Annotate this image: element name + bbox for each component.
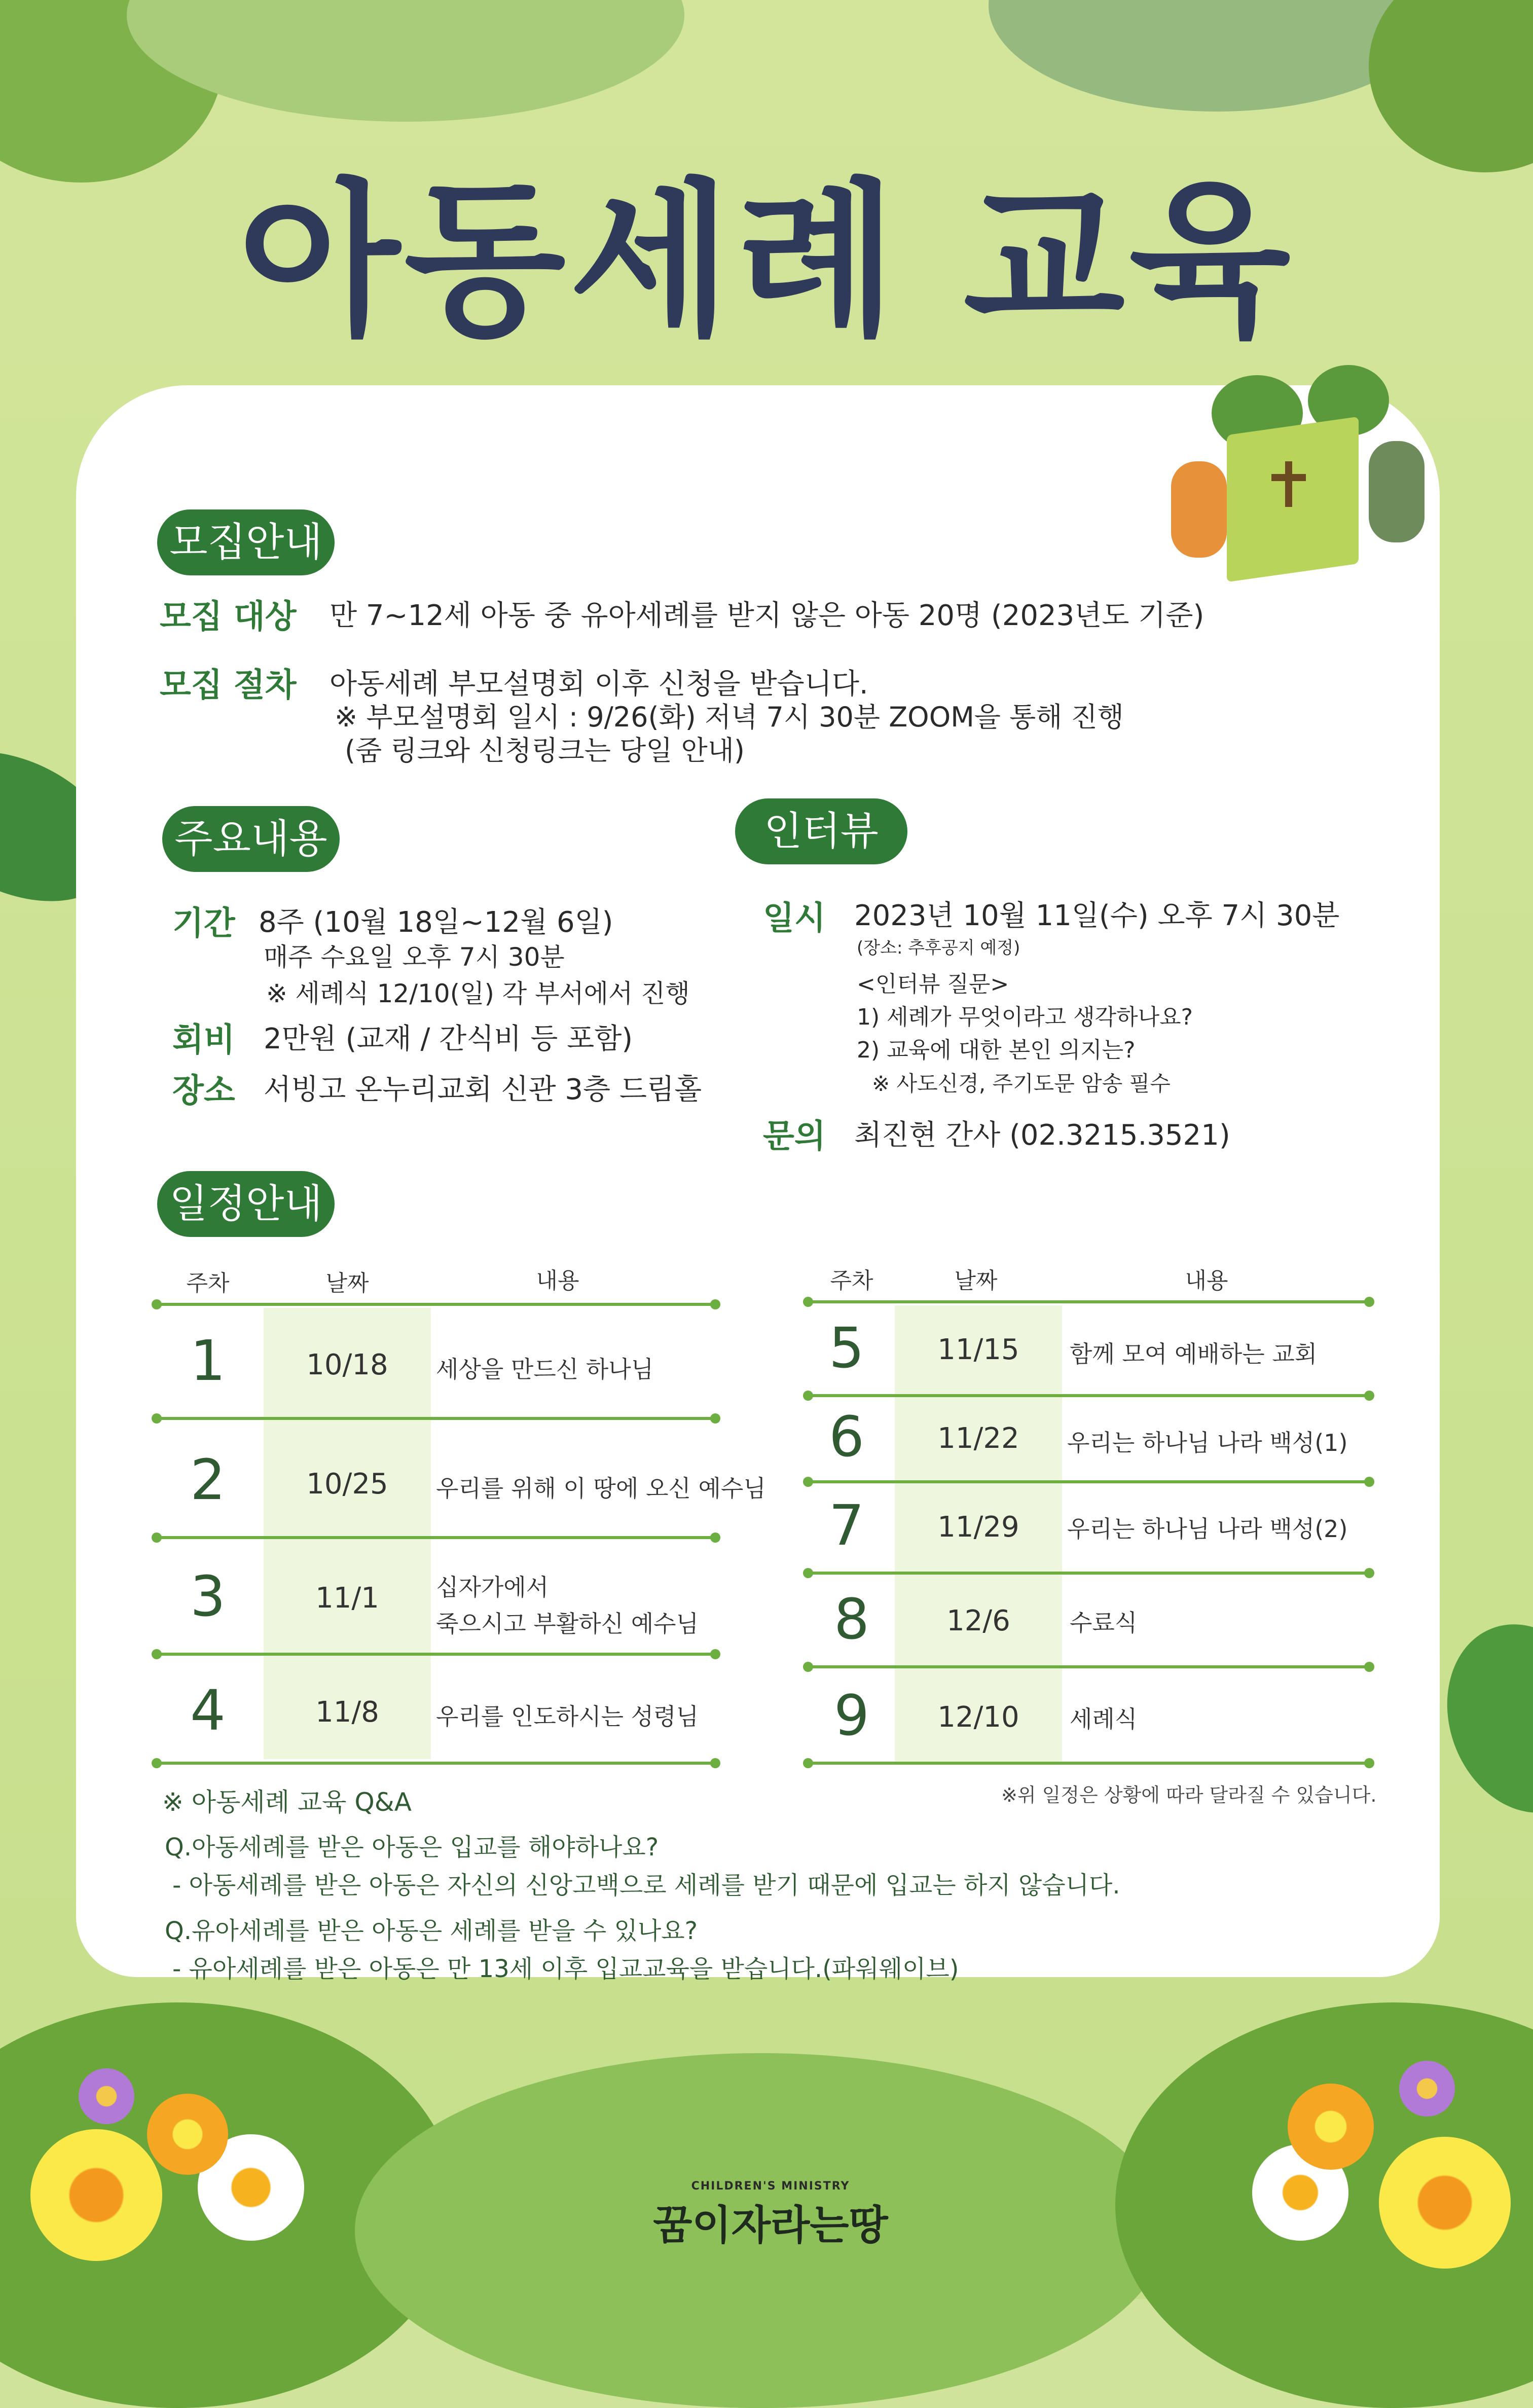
right-date-7: 11/29 — [937, 1511, 1019, 1544]
qa-answer-1: - 아동세례를 받은 아동은 자신의 신앙고백으로 세례를 받기 때문에 입교는 하지 않습니다. — [172, 1871, 1120, 1900]
fee-text: 2만원 (교재 / 간식비 등 포함) — [264, 1023, 633, 1055]
ministry-logo — [639, 2180, 902, 2261]
right-week-5: 5 — [829, 1316, 864, 1380]
period-line-3: ※ 세례식 12/10(일) 각 부서에서 진행 — [266, 979, 690, 1008]
place-text: 서빙고 온누리교회 신관 3층 드림홀 — [264, 1073, 702, 1106]
period-label: 기간 — [172, 905, 235, 942]
interview-questions-title: <인터뷰 질문> — [857, 971, 1009, 997]
left-header-content: 내용 — [536, 1268, 579, 1294]
right-date-6: 11/22 — [937, 1422, 1019, 1455]
fee-label: 회비 — [172, 1021, 235, 1059]
right-content-8: 수료식 — [1070, 1609, 1138, 1636]
section-main-pill: 주요내용 — [162, 806, 340, 872]
logo-small-text: CHILDREN'S MINISTRY — [691, 2180, 850, 2193]
right-week-6: 6 — [829, 1404, 864, 1469]
right-orange-flower-icon — [1288, 2084, 1374, 2170]
qa-title: ※ 아동세례 교육 Q&A — [162, 1787, 412, 1817]
right-purple-flower-icon — [1399, 2061, 1455, 2117]
right-content-9: 세례식 — [1070, 1705, 1138, 1733]
interview-place-note: (장소: 추후공지 예정) — [857, 938, 1020, 958]
left-content-4: 우리를 인도하시는 성령님 — [436, 1703, 699, 1730]
right-content-7: 우리는 하나님 나라 백성(2) — [1067, 1515, 1348, 1543]
right-date-9: 12/10 — [937, 1701, 1019, 1734]
left-week-2: 2 — [190, 1447, 226, 1512]
right-content-5: 함께 모여 예배하는 교회 — [1070, 1340, 1318, 1368]
left-row-divider-2 — [155, 1536, 717, 1539]
right-table-top-line — [806, 1300, 1371, 1303]
recruit-process-label: 모집 절차 — [160, 667, 297, 704]
left-header-week: 주차 — [186, 1270, 230, 1296]
children-bible-illustration — [1171, 375, 1455, 568]
right-header-week: 주차 — [830, 1268, 873, 1294]
right-date-8: 12/6 — [946, 1604, 1010, 1637]
interview-question-1: 1) 세례가 무엇이라고 생각하나요? — [857, 1004, 1193, 1030]
qa-question-1: Q.아동세례를 받은 아동은 입교를 해야하나요? — [165, 1833, 659, 1862]
left-date-1: 10/18 — [306, 1348, 388, 1381]
right-header-content: 내용 — [1185, 1268, 1228, 1294]
section-recruit-pill: 모집안내 — [157, 509, 335, 575]
left-row-divider-3 — [155, 1653, 717, 1656]
left-week-3: 3 — [190, 1564, 226, 1629]
place-label: 장소 — [172, 1072, 235, 1110]
logo-main-text: 꿈이자라는땅 — [653, 2202, 888, 2249]
left-table-top-line — [155, 1303, 717, 1306]
section-interview-pill: 인터뷰 — [735, 798, 907, 864]
right-week-7: 7 — [829, 1493, 864, 1558]
left-content-2: 우리를 위해 이 땅에 오신 예수님 — [436, 1475, 766, 1502]
interview-date-text: 2023년 10월 11일(수) 오후 7시 30분 — [854, 899, 1340, 932]
interview-question-note: ※ 사도신경, 주기도문 암송 필수 — [872, 1071, 1171, 1096]
right-week-8: 8 — [834, 1587, 869, 1652]
right-date-5: 11/15 — [937, 1333, 1019, 1366]
schedule-note: ※위 일정은 상황에 따라 달라질 수 있습니다. — [1001, 1784, 1377, 1806]
left-row-divider-1 — [155, 1417, 717, 1420]
contact-text: 최진현 간사 (02.3215.3521) — [854, 1119, 1230, 1152]
qa-question-2: Q.유아세례를 받은 아동은 세례를 받을 수 있나요? — [165, 1917, 698, 1945]
left-header-date: 날짜 — [325, 1270, 369, 1296]
yellow-flower-icon — [30, 2129, 162, 2261]
right-row-divider-4 — [806, 1665, 1371, 1668]
right-week-9: 9 — [834, 1683, 869, 1748]
purple-flower-icon — [79, 2068, 134, 2124]
left-date-2: 10/25 — [306, 1468, 388, 1501]
qa-answer-2: - 유아세례를 받은 아동은 만 13세 이후 입교교육을 받습니다.(파워웨이브) — [172, 1955, 959, 1983]
recruit-process-line-2: ※ 부모설명회 일시 : 9/26(화) 저녁 7시 30분 ZOOM을 통해 진행 — [335, 701, 1124, 733]
orange-flower-icon — [147, 2094, 228, 2175]
left-date-3: 11/1 — [315, 1582, 379, 1615]
right-yellow-flower-icon — [1379, 2137, 1511, 2269]
right-table-bottom-line — [806, 1762, 1371, 1765]
period-line-1: 8주 (10월 18일~12월 6일) — [259, 906, 613, 939]
left-content-3: 십자가에서 죽으시고 부활하신 예수님 — [436, 1574, 699, 1637]
right-header-date: 날짜 — [954, 1268, 998, 1294]
recruit-process-line-1: 아동세례 부모설명회 이후 신청을 받습니다. — [330, 668, 868, 701]
right-row-divider-1 — [806, 1394, 1371, 1397]
left-content-1: 세상을 만드신 하나님 — [436, 1356, 654, 1383]
page-title: 아동세례 교육 — [238, 164, 1295, 358]
right-content-6: 우리는 하나님 나라 백성(1) — [1067, 1429, 1348, 1456]
recruit-process-line-3: (줌 링크와 신청링크는 당일 안내) — [345, 735, 745, 767]
section-schedule-pill: 일정안내 — [157, 1171, 335, 1237]
recruit-target-label: 모집 대상 — [160, 598, 297, 636]
left-date-4: 11/8 — [315, 1696, 379, 1729]
recruit-target-text: 만 7~12세 아동 중 유아세례를 받지 않은 아동 20명 (2023년도 기준) — [330, 599, 1204, 632]
right-row-divider-2 — [806, 1480, 1371, 1483]
left-week-1: 1 — [190, 1328, 226, 1393]
left-table-bottom-line — [155, 1762, 717, 1765]
period-line-2: 매주 수요일 오후 7시 30분 — [264, 942, 565, 972]
right-row-divider-3 — [806, 1572, 1371, 1575]
contact-label: 문의 — [763, 1118, 826, 1155]
interview-date-label: 일시 — [763, 900, 826, 937]
left-week-4: 4 — [190, 1678, 226, 1743]
interview-question-2: 2) 교육에 대한 본인 의지는? — [857, 1037, 1136, 1063]
